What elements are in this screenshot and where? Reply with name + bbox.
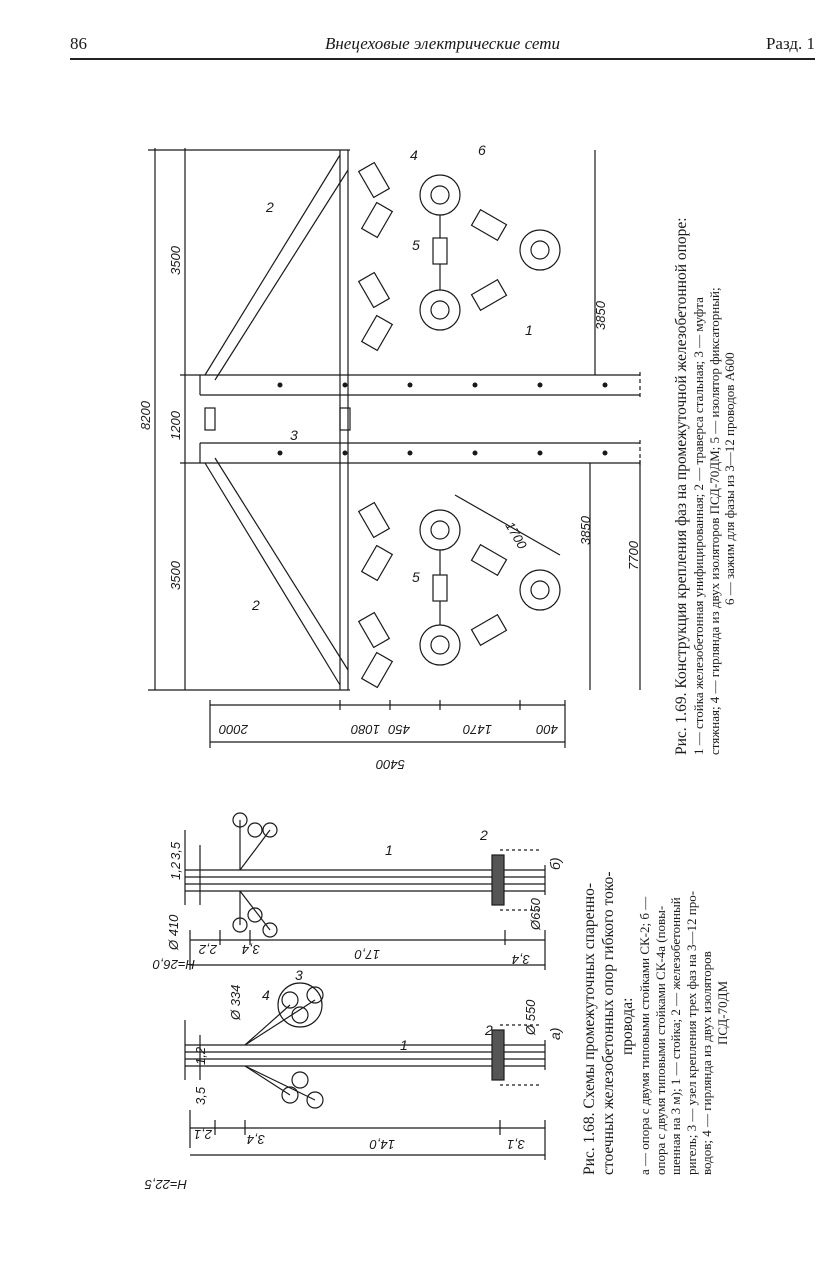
fig168b-letter: б)	[547, 857, 563, 870]
fig168a-diameter-base: Ø 550	[523, 999, 538, 1035]
fig169-label-5-bottom: 5	[412, 569, 420, 585]
fig168a-diameter: Ø 334	[228, 984, 243, 1020]
fig168-legend-3: шенная на 3 м); 1 — стойка; 2 — железобетонный	[668, 897, 683, 1175]
fig169-dim-1080: 1080	[351, 722, 380, 737]
page-number: 86	[70, 34, 87, 53]
fig168-b-drawing	[185, 813, 545, 970]
fig169-label-6: 6	[478, 142, 486, 158]
section-label: Разд. 1	[765, 34, 815, 53]
fig168-title-line2: стоечных железобетонных опор гибкого токо-	[600, 871, 617, 1175]
fig169-label-2-bottom: 2	[252, 597, 260, 613]
fig168a-dim-1: 2,1	[193, 1127, 212, 1142]
fig169-dim-8200: 8200	[138, 401, 153, 430]
fig168a-dim-3: 14,0	[369, 1137, 395, 1152]
fig168a-label-1: 1	[400, 1037, 408, 1053]
fig169-legend-3: 6 — зажим для фазы из 3—12 проводов А600	[722, 352, 737, 605]
fig169-dim-1470: 1470	[463, 722, 492, 737]
fig169-dim-3500-bottom: 3500	[168, 561, 183, 590]
running-title: Внецеховые электрические сети	[324, 34, 561, 53]
fig169-dim-3850-top: 3850	[593, 301, 608, 330]
fig168b-dim-3: 17,0	[354, 947, 380, 962]
fig169-legend-1: 1 — стойка железобетонная унифицированная; 2 — траверса стальная; 3 — муфта	[691, 297, 706, 755]
fig168b-diameter: Ø 410	[166, 914, 181, 950]
fig169-label-3: 3	[290, 427, 298, 443]
fig169-dim-2000: 2000	[219, 722, 248, 737]
fig169-label-2-top: 2	[266, 199, 274, 215]
fig168a-label-3: 3	[295, 967, 303, 983]
fig168-legend-2: опора с двумя типовыми стойками СК-4а (повы-	[652, 905, 668, 1175]
fig169-legend-2: стяжная; 4 — гирлянда из двух изоляторов ПСД-70ДМ; 5 — изолятор фиксаторный;	[706, 287, 722, 755]
fig168a-letter: а)	[547, 1027, 563, 1040]
fig169-dim-450: 450	[388, 722, 410, 737]
fig168a-height: H=22,5	[144, 1177, 187, 1192]
fig168a-dim-4: 3,1	[506, 1137, 525, 1152]
fig168a-dim-2: 3,4	[246, 1132, 265, 1147]
fig168b-dim-4: 3,4	[511, 952, 530, 967]
fig169-dim-400: 400	[536, 722, 558, 737]
fig169-dim-5400: 5400	[376, 757, 405, 772]
fig169-dim-7700: 7700	[626, 541, 641, 570]
fig168-title-line1: Рис. 1.68. Схемы промежуточных спаренно-	[581, 883, 598, 1175]
fig168-legend-6: ПСД-70ДМ	[714, 980, 730, 1045]
fig169-title: Рис. 1.69. Конструкция крепления фаз на промежуточной железобетонной опоре:	[673, 217, 690, 755]
fig169-dim-1200: 1200	[168, 411, 183, 440]
fig168-title-line3: провода:	[619, 997, 636, 1055]
fig169-drawing	[148, 148, 640, 748]
fig168a-label-2: 2	[485, 1022, 493, 1038]
fig169-caption	[672, 217, 738, 755]
fig168a-label-4: 4	[262, 987, 270, 1003]
fig168a-width-2: 3,5	[193, 1086, 208, 1105]
fig168b-diameter-base: Ø650	[528, 898, 543, 930]
fig169-label-1: 1	[525, 322, 533, 338]
fig168-caption	[580, 871, 730, 1175]
fig168b-label-2: 2	[480, 827, 488, 843]
fig168a-width-1: 1,2	[193, 1046, 208, 1065]
fig168-legend-5: водов; 4 — гирлянда из двух изоляторов	[699, 951, 714, 1175]
fig169-dim-3850-bottom: 3850	[578, 516, 593, 545]
fig169-dim-3500-top: 3500	[168, 246, 183, 275]
fig169-dim-1700: 1700	[502, 519, 530, 552]
fig168b-dim-1: 2,2	[198, 942, 217, 957]
fig169-label-5-top: 5	[412, 237, 420, 253]
fig168b-dim-2: 3,4	[241, 942, 260, 957]
fig168b-width-2: 3,5	[168, 841, 183, 860]
fig168b-height: H=26,0	[152, 957, 195, 972]
fig168-legend-1: а — опора с двумя типовыми стойками СК-2; б —	[637, 896, 652, 1175]
fig168b-width-1: 1,2	[168, 861, 183, 880]
fig169-label-4: 4	[410, 147, 418, 163]
fig168b-label-1: 1	[385, 842, 393, 858]
fig168-legend-4: ригель; 3 — узел крепления трех фаз на 3—12 про-	[683, 890, 699, 1175]
